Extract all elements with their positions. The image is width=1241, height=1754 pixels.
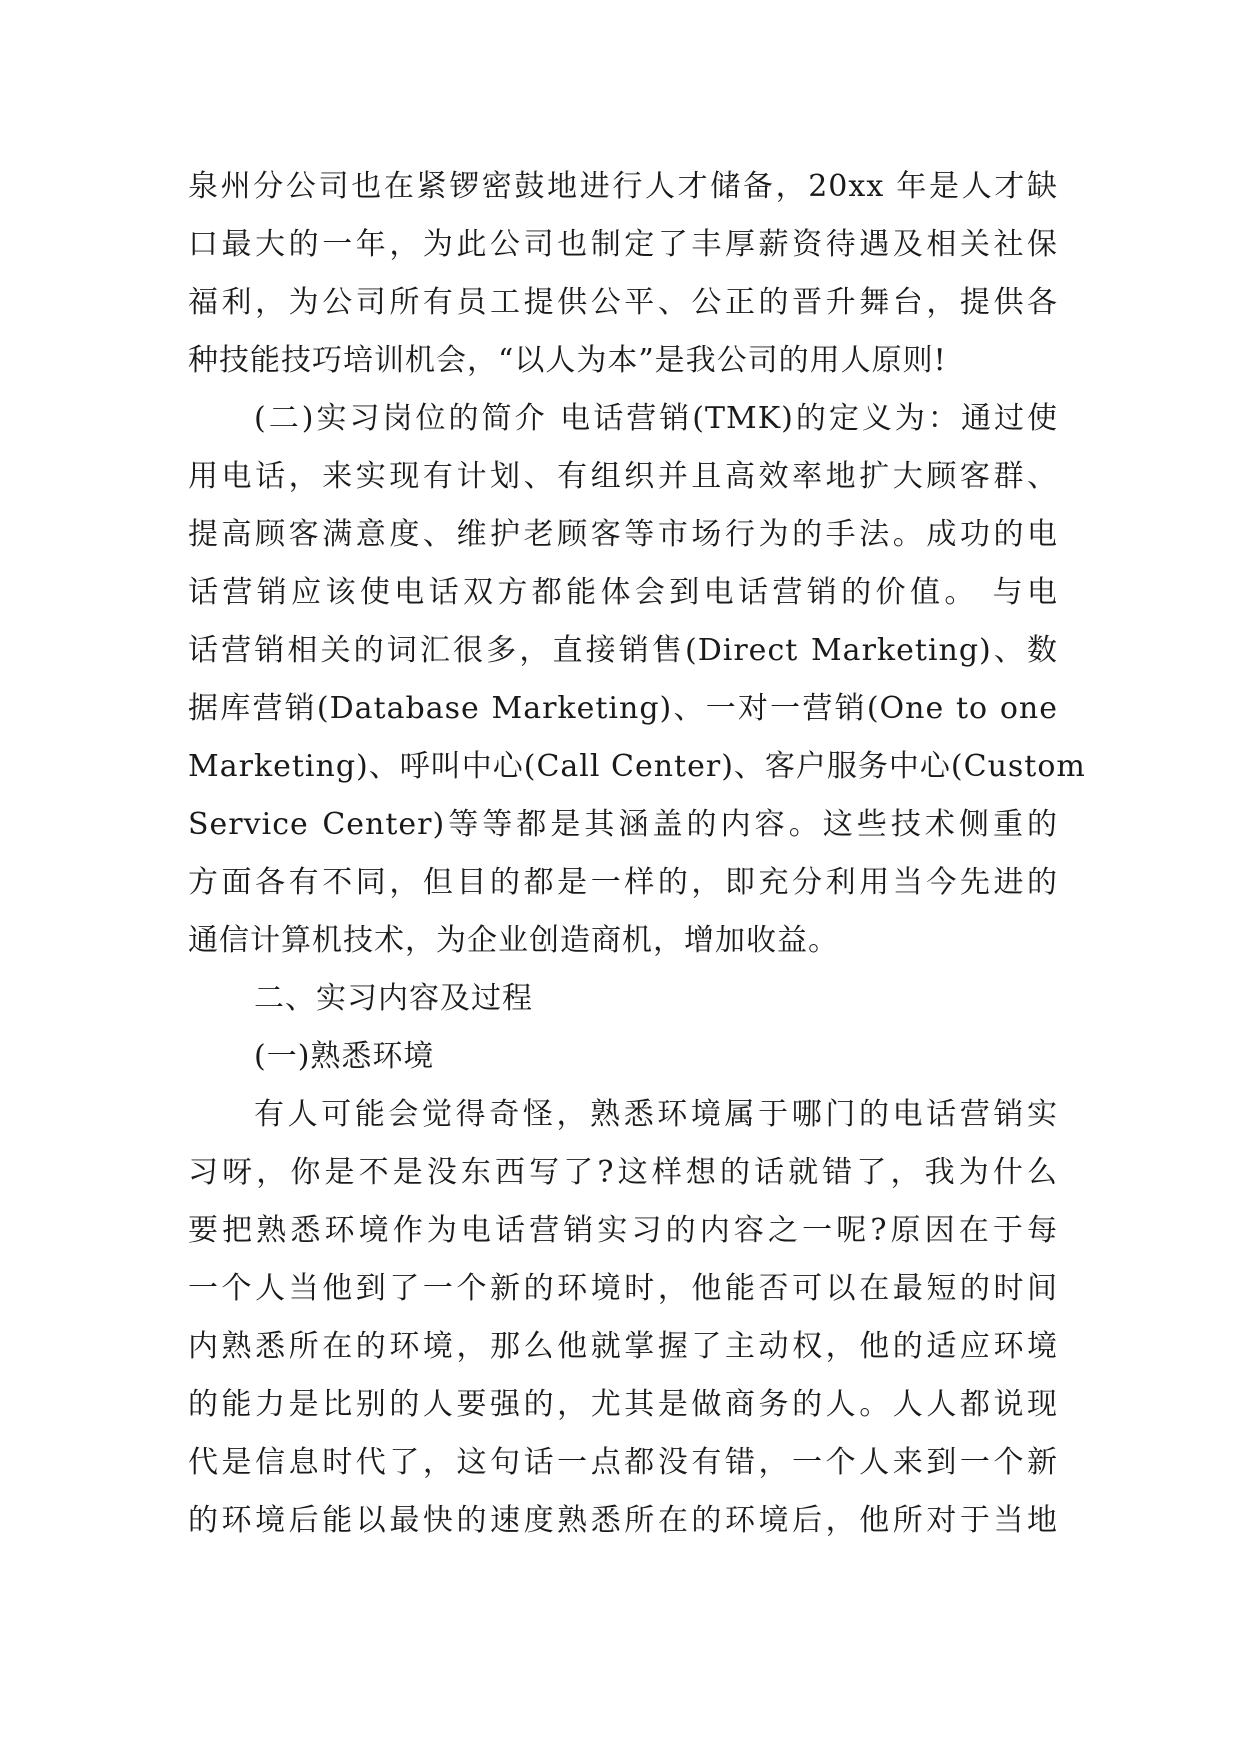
paragraph-position-intro	[188, 390, 1086, 970]
text-line: 据库营销(Database Marketing)、一对一营销(One to one	[188, 691, 1058, 726]
text-line: (二)实习岗位的简介 电话营销(TMK)的定义为：通过使	[254, 401, 1058, 436]
text-line: 习呀，你是不是没东西写了?这样想的话就错了，我为什么	[188, 1155, 1058, 1190]
text-line: 话营销相关的词汇很多，直接销售(Direct Marketing)、数	[188, 633, 1058, 668]
text-line: 一个人当他到了一个新的环境时，他能否可以在最短的时间	[188, 1271, 1058, 1306]
text-line: 泉州分公司也在紧锣密鼓地进行人才储备，20xx 年是人才缺	[188, 169, 1058, 204]
text-line: 口最大的一年，为此公司也制定了丰厚薪资待遇及相关社保	[188, 227, 1058, 262]
subsection-heading-text: (一)熟悉环境	[254, 1039, 435, 1074]
paragraph-familiarize-environment	[188, 1086, 1058, 1550]
text-line: 要把熟悉环境作为电话营销实习的内容之一呢?原因在于每	[188, 1213, 1058, 1248]
text-line: 话营销应该使电话双方都能体会到电话营销的价值。 与电	[188, 575, 1058, 610]
text-line: 用电话，来实现有计划、有组织并且高效率地扩大顾客群、	[188, 459, 1058, 494]
text-line: Marketing)、呼叫中心(Call Center)、客户服务中心(Custom	[188, 749, 1086, 784]
section-heading-text: 二、实习内容及过程	[254, 981, 533, 1016]
text-line: 通信计算机技术，为企业创造商机，增加收益。	[188, 923, 839, 958]
text-line: 内熟悉所在的环境，那么他就掌握了主动权，他的适应环境	[188, 1329, 1058, 1364]
text-line: 福利，为公司所有员工提供公平、公正的晋升舞台，提供各	[188, 285, 1058, 320]
text-line: 代是信息时代了，这句话一点都没有错，一个人来到一个新	[188, 1445, 1058, 1480]
text-line: 的环境后能以最快的速度熟悉所在的环境后，他所对于当地	[188, 1503, 1058, 1538]
text-line: 有人可能会觉得奇怪，熟悉环境属于哪门的电话营销实	[254, 1097, 1058, 1132]
document-body	[188, 158, 1086, 1550]
text-line: 种技能技巧培训机会，“以人为本”是我公司的用人原则!	[188, 343, 947, 378]
text-line: Service Center)等等都是其涵盖的内容。这些技术侧重的	[188, 807, 1058, 842]
text-line: 方面各有不同，但目的都是一样的，即充分利用当今先进的	[188, 865, 1058, 900]
section-heading	[188, 970, 1058, 1028]
paragraph-company-talent	[188, 158, 1058, 390]
subsection-heading	[188, 1028, 1058, 1086]
text-line: 的能力是比别的人要强的，尤其是做商务的人。人人都说现	[188, 1387, 1058, 1422]
text-line: 提高顾客满意度、维护老顾客等市场行为的手法。成功的电	[188, 517, 1058, 552]
